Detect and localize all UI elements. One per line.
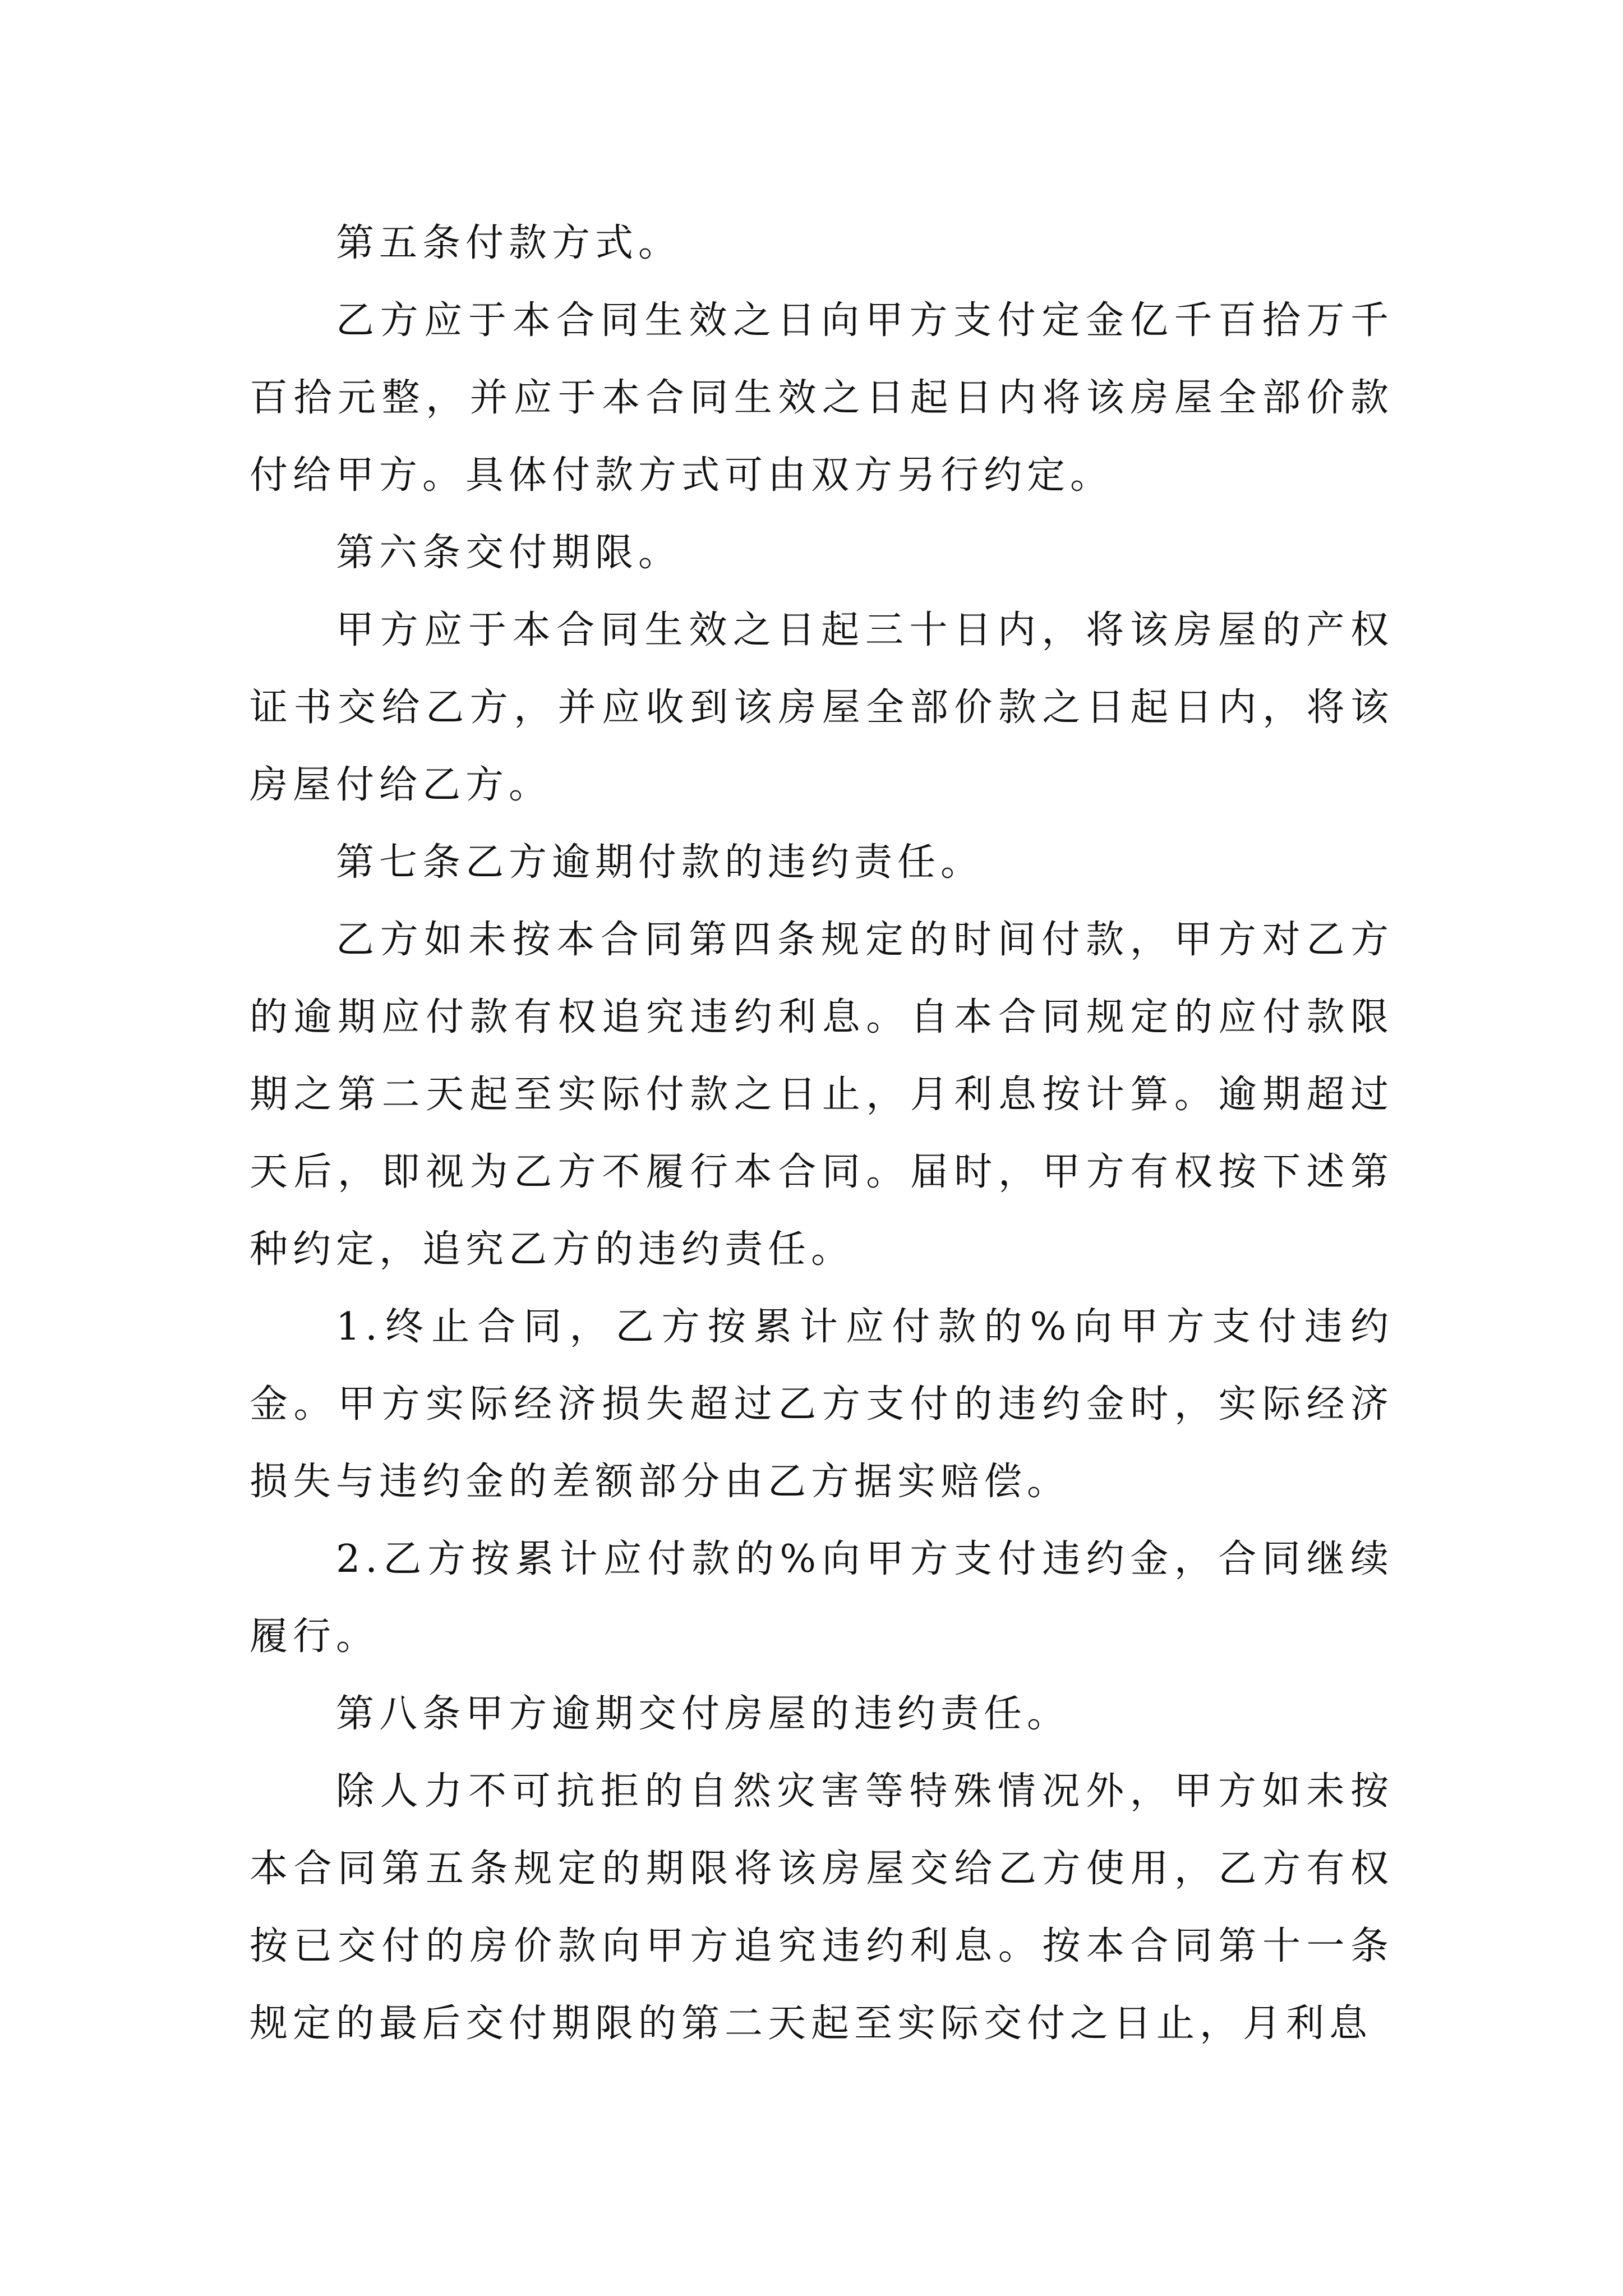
list-item-2: 2.乙方按累计应付款的%向甲方支付违约金，合同继续履行。 bbox=[250, 1537, 1394, 1659]
paragraph-delivery: 甲方应于本合同生效之日起三十日内，将该房屋的产权证书交给乙方，并应收到该房屋全部价款之日起日内，将该房屋付给乙方。 bbox=[250, 608, 1394, 807]
clause-heading-8: 第八条甲方逾期交付房屋的违约责任。 bbox=[336, 1692, 1071, 1736]
list-item-1: 1.终止合同，乙方按累计应付款的%向甲方支付违约金。甲方实际经济损失超过乙方支付的违约金时，实际经济损失与违约金的差额部分由乙方据实赔偿。 bbox=[250, 1305, 1394, 1504]
paragraph-payment: 乙方应于本合同生效之日向甲方支付定金亿千百拾万千百拾元整，并应于本合同生效之日起日内将该房屋全部价款付给甲方。具体付款方式可由双方另行约定。 bbox=[250, 298, 1394, 498]
clause-heading-7: 第七条乙方逾期付款的违约责任。 bbox=[336, 840, 984, 885]
document-body bbox=[250, 205, 1394, 2063]
paragraph-late-payment: 乙方如未按本合同第四条规定的时间付款，甲方对乙方的逾期应付款有权追究违约利息。自本合同规定的应付款限期之第二天起至实际付款之日止，月利息按计算。逾期超过天后，即视为乙方不履行本合同。届时，甲方有权按下述第种约定，追究乙方的违约责任。 bbox=[250, 918, 1394, 1272]
clause-heading-5: 第五条付款方式。 bbox=[336, 221, 682, 265]
paragraph-late-delivery: 除人力不可抗拒的自然灾害等特殊情况外，甲方如未按本合同第五条规定的期限将该房屋交给乙方使用，乙方有权按已交付的房价款向甲方追究违约利息。按本合同第十一条规定的最后交付期限的第二天起至实际交付之日止，月利息 bbox=[250, 1769, 1394, 2046]
clause-heading-6: 第六条交付期限。 bbox=[336, 531, 682, 575]
